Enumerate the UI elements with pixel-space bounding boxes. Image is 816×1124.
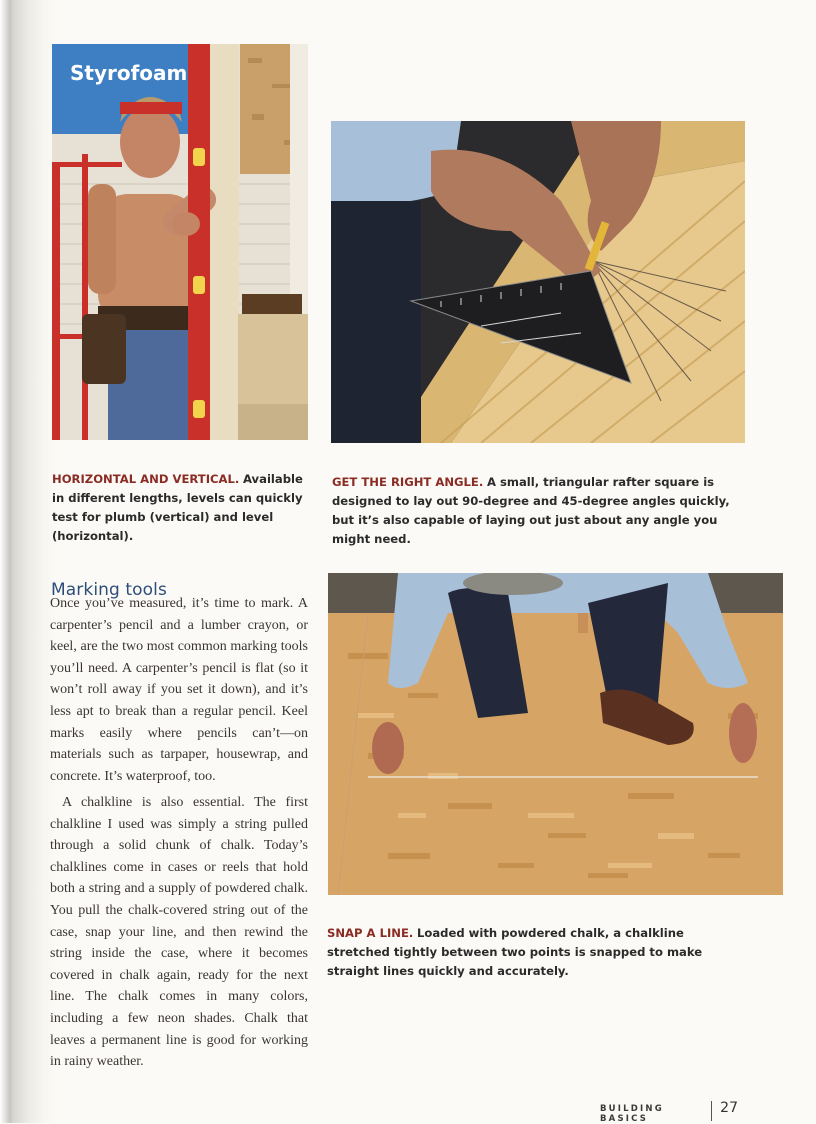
section-heading: Marking tools bbox=[51, 580, 167, 601]
rafter-square-on-lumber-photo bbox=[331, 121, 745, 443]
running-head: BUILDING BASICS bbox=[600, 1104, 664, 1124]
caption-rafter-square bbox=[332, 473, 747, 549]
caption-body: A small, triangular rafter square is designed to lay out 90-degree and 45-degree angles quickly, but it’s also capable of laying out just about any angle you might need. bbox=[332, 475, 730, 546]
caption-lead: HORIZONTAL AND VERTICAL. bbox=[52, 472, 240, 486]
page-number: 27 bbox=[720, 1100, 738, 1116]
caption-lead: SNAP A LINE. bbox=[327, 926, 414, 940]
page-footer bbox=[600, 1100, 750, 1122]
caption-lead: GET THE RIGHT ANGLE. bbox=[332, 475, 484, 489]
caption-chalkline bbox=[327, 924, 747, 981]
styrofoam-sign-text: Styrofoam bbox=[70, 61, 188, 85]
caption-body: Loaded with powdered chalk, a chalkline stretched tightly between two points is snapped to make straight lines quickly and accurately. bbox=[327, 926, 703, 978]
footer-divider bbox=[711, 1101, 712, 1121]
page-edge bbox=[0, 0, 10, 1123]
carpenter-with-level-photo bbox=[52, 44, 308, 440]
body-paragraph: A chalkline is also essential. The first chalkline I used was simply a string pulled through a solid chunk of chalk. Today’s chalklines come in cases or reels that hold both a string and a supply of powdered chalk. You pull the chalk-covered string out of the case, snap your line, and then rewind the string inside the case, where it becomes covered in chalk again, ready for the next line. The chalk comes in many colors, including a few neon shades. Chalk that leaves a permanent line is good for working in rainy weather. bbox=[50, 795, 308, 1070]
body-paragraph: Once you’ve measured, it’s time to mark. A carpenter’s pencil and a lumber crayon, or keel, are the two most common marking tools you’ll need. A carpenter’s pencil is flat (so it won’t roll away if you set it down), and it’s less apt to break than a regular pencil. Keel marks easily where pencils can’t—on materials such as tarpaper, housewrap, and concrete. It’s waterproof, too. bbox=[50, 596, 308, 784]
chalkline-on-plywood-photo bbox=[328, 573, 783, 895]
caption-level bbox=[52, 470, 310, 546]
caption-body: Available in different lengths, levels can quickly test for plumb (vertical) and level (horizontal). bbox=[52, 472, 303, 543]
